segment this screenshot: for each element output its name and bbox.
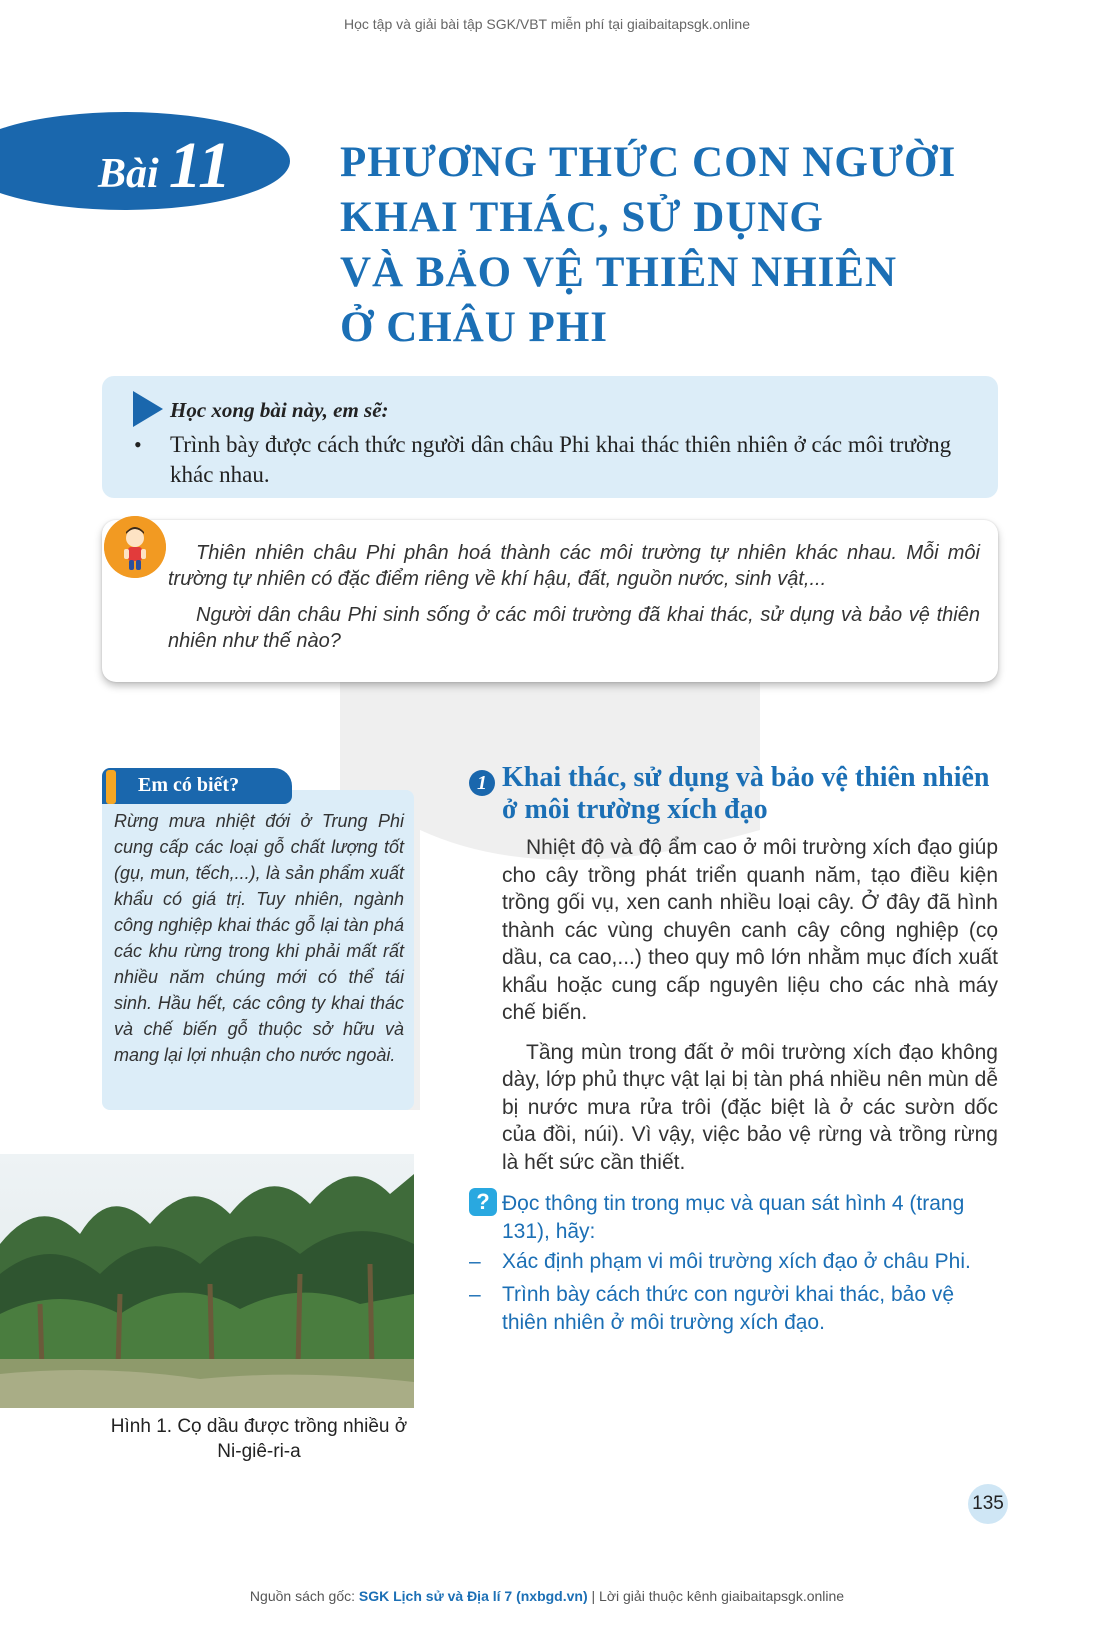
footer bbox=[0, 1588, 1094, 1604]
section-number: 1 bbox=[469, 770, 495, 796]
objectives-heading: Học xong bài này, em sẽ: bbox=[170, 398, 389, 422]
lesson-label bbox=[98, 128, 231, 204]
intro-text bbox=[168, 540, 980, 664]
title-line: PHƯƠNG THỨC CON NGƯỜI bbox=[340, 139, 957, 186]
question-prompt: Đọc thông tin trong mục và quan sát hình 4 (trang 131), hãy: bbox=[502, 1192, 965, 1243]
bullet-icon: • bbox=[134, 432, 142, 457]
question-item-text: Trình bày cách thức con người khai thác, bảo vệ thiên nhiên ở môi trường xích đạo. bbox=[502, 1283, 955, 1334]
title-line: Ở CHÂU PHI bbox=[340, 304, 608, 351]
section-title: Khai thác, sử dụng và bảo vệ thiên nhiên ở môi trường xích đạo bbox=[502, 762, 990, 825]
oil-palm-photo bbox=[0, 1154, 414, 1408]
intro-question: Người dân châu Phi sinh sống ở các môi trường đã khai thác, sử dụng và bảo vệ thiên nhiên như thế nào? bbox=[168, 604, 980, 652]
section-body bbox=[502, 834, 998, 1188]
objectives-item: Trình bày được cách thức người dân châu Phi khai thác thiên nhiên ở các môi trường khác nhau. bbox=[170, 432, 952, 487]
section-paragraph: Tầng mùn trong đất ở môi trường xích đạo không dày, lớp phủ thực vật lại bị tàn phá nhiều nên mùn dễ bị nước mưa rửa trôi (đặc biệt là ở các sườn dốc của đồi, núi). Vì vậy, việc bảo vệ rừng và trồng rừng là hết sức cần thiết. bbox=[502, 1040, 998, 1174]
section-paragraph: Nhiệt độ và độ ẩm cao ở môi trường xích đạo giúp cho cây trồng phát triển quanh năm, tạo điều kiện trồng gối vụ, xen canh nhiều loại cây. Ở đây đã hình thành các vùng chuyên canh cây công nghiệp (cọ dầu, ca cao,...) theo quy mô lớn nhằm mục đích xuất khẩu hoặc cung cấp nguyên liệu cho các nhà máy chế biến. bbox=[502, 836, 998, 1024]
lesson-word: Bài bbox=[98, 151, 159, 197]
question-icon: ? bbox=[469, 1188, 497, 1216]
title-line: VÀ BẢO VỆ THIÊN NHIÊN bbox=[340, 249, 898, 296]
bookmark-icon bbox=[106, 770, 116, 804]
dash-icon: – bbox=[469, 1283, 481, 1306]
footer-book-link[interactable]: SGK Lịch sử và Địa lí 7 (nxbgd.vn) bbox=[358, 1588, 588, 1604]
footer-prefix: Nguồn sách gốc: bbox=[249, 1588, 355, 1604]
header-watermark: Học tập và giải bài tập SGK/VBT miễn phí tại giaibaitapsgk.online bbox=[344, 16, 750, 32]
did-you-know-title: Em có biết? bbox=[138, 774, 240, 796]
title-line: KHAI THÁC, SỬ DỤNG bbox=[340, 194, 824, 241]
dash-icon: – bbox=[469, 1250, 481, 1273]
student-avatar-icon bbox=[104, 516, 166, 578]
figure-caption: Hình 1. Cọ dầu được trồng nhiều ở Ni-giê-ri-a bbox=[110, 1416, 408, 1462]
page-number: 135 bbox=[968, 1484, 1008, 1524]
lesson-title bbox=[340, 135, 1060, 355]
lesson-number: 11 bbox=[168, 129, 232, 202]
did-you-know-text: Rừng mưa nhiệt đới ở Trung Phi cung cấp các loại gỗ chất lượng tốt (gụ, mun, tếch,...), là sản phẩm xuất khẩu có giá trị. Tuy nhiên, ngành công nghiệp khai thác gỗ lại tàn phá các khu rừng trong khi phải mất rất nhiều năm chúng mới có thể tái sinh. Hầu hết, các công ty khai thác và chế biến gỗ thuộc sở hữu và mang lại lợi nhuận cho nước ngoài. bbox=[114, 811, 404, 1065]
question-item-text: Xác định phạm vi môi trường xích đạo ở châu Phi. bbox=[502, 1250, 971, 1273]
intro-paragraph: Thiên nhiên châu Phi phân hoá thành các môi trường tự nhiên khác nhau. Mỗi môi trường tự nhiên có đặc điểm riêng về khí hậu, đất, nguồn nước, sinh vật,... bbox=[168, 542, 980, 590]
play-arrow-icon bbox=[133, 391, 163, 427]
footer-suffix: | Lời giải thuộc kênh giaibaitapsgk.online bbox=[591, 1588, 845, 1604]
